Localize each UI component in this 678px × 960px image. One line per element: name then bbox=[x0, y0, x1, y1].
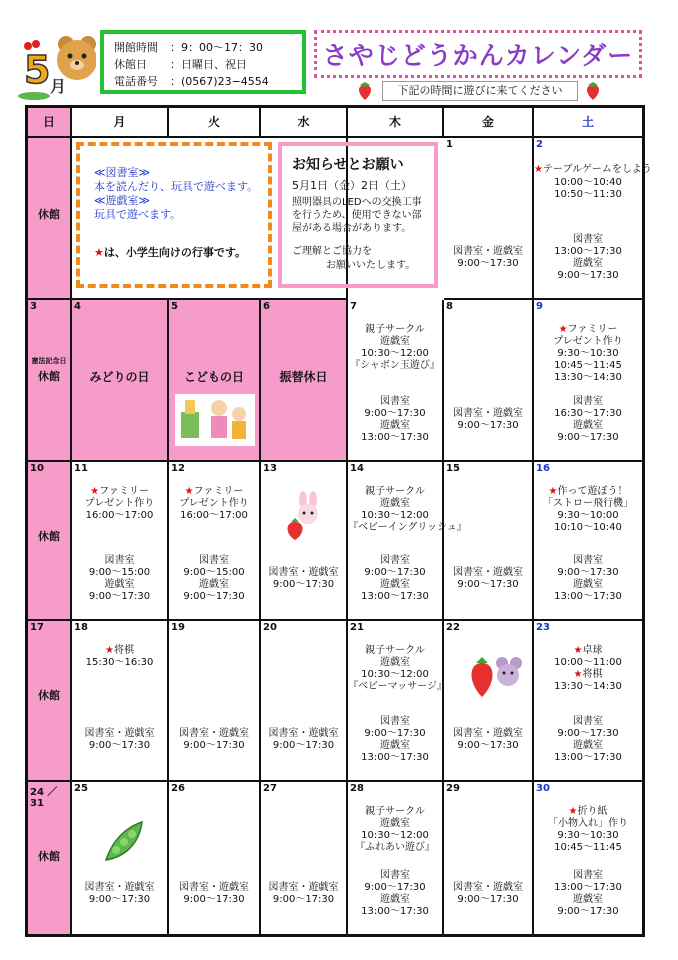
day-cell: 19 図書室・遊戯室 9:00～17:30 bbox=[169, 621, 261, 782]
weekday-sat: 土 bbox=[534, 108, 642, 138]
weekday-thu: 木 bbox=[348, 108, 444, 138]
day-cell: 15 図書室・遊戯室 9:00～17:30 bbox=[444, 462, 534, 621]
month-badge bbox=[18, 30, 96, 100]
day-cell: 28 親子サークル 遊戯室 10:30～12:00 『ふれあい遊び』 図書室 9:00～17:30 遊戯室 13:00～17:30 bbox=[348, 782, 444, 934]
month-unit: 月 bbox=[50, 77, 67, 96]
peas-icon bbox=[100, 816, 146, 866]
subtitle: 下記の時間に遊びに来てください bbox=[382, 81, 578, 101]
room-info-panel: ≪図書室≫ 本を読んだり、玩具で遊べます。 ≪遊戯室≫ 玩具で遊べます。 ★は、小学生向けの行事です。 bbox=[76, 142, 272, 288]
weekday-mon: 月 bbox=[72, 108, 169, 138]
day-cell: 14 親子サークル 遊戯室 10:30～12:00 『ベビーイングリッシュ』 図書室 9:00～17:30 遊戯室 13:00～17:30 bbox=[348, 462, 444, 621]
notice-title: お知らせとお願い bbox=[292, 157, 404, 173]
day-cell: 9 ★ファミリー プレゼント作り 9:30～10:30 10:45～11:45 13:30～14:30 図書室 16:30～17:30 遊戯室 9:00～17:30 bbox=[534, 300, 642, 462]
day-cell: 6 振替休日 bbox=[261, 300, 348, 462]
day-cell: 27 図書室・遊戯室 9:00～17:30 bbox=[261, 782, 348, 934]
closed-days-row: 休館日 ：日曜日、祝日 bbox=[114, 58, 247, 71]
hours-info-box bbox=[100, 30, 306, 94]
day-cell: 13 図書室・遊戯室 9:00～17:30 bbox=[261, 462, 348, 621]
day-cell: 22 図書室・遊戯室 9:00～17:30 bbox=[444, 621, 534, 782]
notice-panel: お知らせとお願い 5月1日（金）2日（土） 照明器具のLEDへの交換工事 を行うため、使用できない部 屋がある場合があります。 ご理解とご協力を お願いいたします。 bbox=[278, 142, 438, 288]
day-cell: 11 ★ファミリー プレゼント作り 16:00～17:00 図書室 9:00～15:00 遊戯室 9:00～17:30 bbox=[72, 462, 169, 621]
day-cell: 12 ★ファミリー プレゼント作り 16:00～17:00 図書室 9:00～15:00 遊戯室 9:00～17:30 bbox=[169, 462, 261, 621]
day-cell: 23 ★卓球 10:00～11:00 ★将棋 13:30～14:30 図書室 9:00～17:30 遊戯室 13:00～17:30 bbox=[534, 621, 642, 782]
day-cell: 3 憲法記念日 休館 bbox=[28, 300, 72, 462]
day-cell: 16 ★作って遊ぼう！ 「ストロー飛行機」 9:30～10:00 10:10～10:40 図書室 9:00～17:30 遊戯室 13:00～17:30 bbox=[534, 462, 642, 621]
day-cell: 21 親子サークル 遊戯室 10:30～12:00 『ベビーマッサージ』 図書室 9:00～17:30 遊戯室 13:00～17:30 bbox=[348, 621, 444, 782]
children-illustration-icon bbox=[175, 394, 255, 446]
day-cell: 4 みどりの日 bbox=[72, 300, 169, 462]
day-cell: 29 図書室・遊戯室 9:00～17:30 bbox=[444, 782, 534, 934]
day-cell: 24 ／31 休館 bbox=[28, 782, 72, 934]
day-cell: 休館 bbox=[28, 138, 72, 300]
day-cell: 2 ★テーブルゲームをしよう 10:00～10:40 10:50～11:30 図書室 13:00～17:30 遊戯室 9:00～17:30 bbox=[534, 138, 642, 300]
star-legend: ★は、小学生向けの行事です。 bbox=[94, 246, 246, 259]
star-icon: ★ bbox=[94, 246, 104, 259]
weekday-sun: 日 bbox=[28, 108, 72, 138]
opening-hours-row: 開館時間 ：9：00～17：30 bbox=[114, 41, 263, 54]
day-cell: 10 休館 bbox=[28, 462, 72, 621]
mouse-strawberry-icon bbox=[466, 653, 522, 701]
day-cell: 30 ★折り紙 「小物入れ」作り 9:30～10:30 10:45～11:45 図書室 13:00～17:30 遊戯室 9:00～17:30 bbox=[536, 783, 628, 917]
strawberry-icon bbox=[354, 80, 376, 102]
phone-row: 電話番号 ：(0567)23−4554 bbox=[114, 75, 269, 88]
day-cell: 20 図書室・遊戯室 9:00～17:30 bbox=[261, 621, 348, 782]
page-title-box bbox=[314, 30, 642, 78]
day-cell: 17 休館 bbox=[28, 621, 72, 782]
notice-date: 5月1日（金）2日（土） bbox=[292, 179, 412, 192]
day-cell: 1 図書室・遊戯室 9:00～17:30 bbox=[444, 138, 534, 300]
rabbit-strawberry-icon bbox=[281, 490, 327, 542]
day-cell: 5 こどもの日 bbox=[169, 300, 261, 462]
weekday-wed: 水 bbox=[261, 108, 348, 138]
weekday-fri: 金 bbox=[444, 108, 534, 138]
day-cell: 25 図書室・遊戯室 9:00～17:30 bbox=[72, 782, 169, 934]
day-cell: 7 親子サークル 遊戯室 10:30～12:00 『シャボン玉遊び』 図書室 9:00～17:30 遊戯室 13:00～17:30 bbox=[348, 300, 444, 462]
day-cell: 26 図書室・遊戯室 9:00～17:30 bbox=[169, 782, 261, 934]
strawberry-icon bbox=[582, 80, 604, 102]
weekday-tue: 火 bbox=[169, 108, 261, 138]
month-number: 5 bbox=[24, 48, 51, 92]
day-cell: 8 図書室・遊戯室 9:00～17:30 bbox=[444, 300, 534, 462]
day-cell: 18 ★将棋 15:30～16:30 図書室・遊戯室 9:00～17:30 bbox=[72, 621, 169, 782]
page-title: さやじどうかんカレンダー bbox=[322, 41, 634, 70]
